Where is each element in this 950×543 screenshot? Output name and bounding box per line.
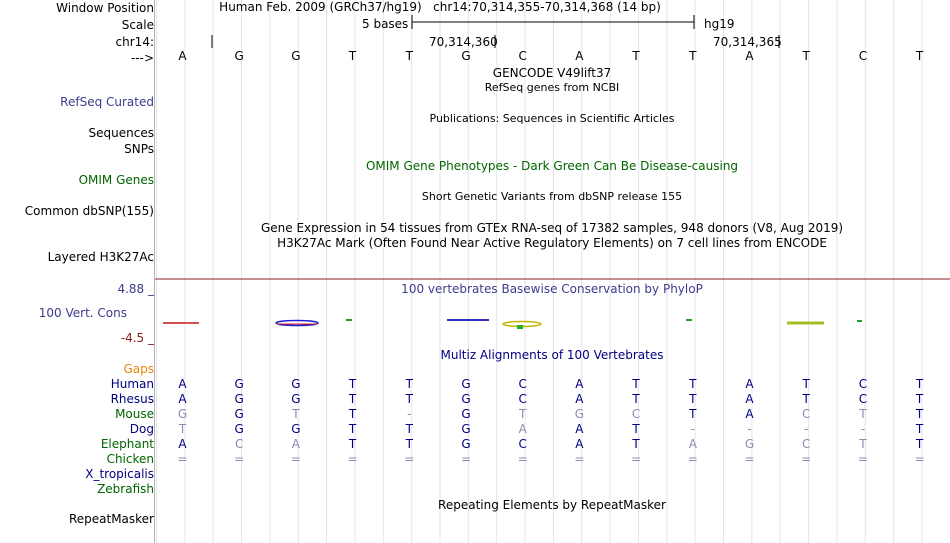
species-label[interactable]: Chicken	[106, 452, 154, 466]
aligned-base: A	[178, 437, 187, 451]
aligned-base: T	[632, 422, 640, 436]
aligned-base: =	[574, 452, 585, 466]
reference-base: T	[405, 49, 413, 63]
aligned-base: C	[518, 437, 527, 451]
reference-base: C	[518, 49, 527, 63]
repeatmasker-track-title[interactable]: Repeating Elements by RepeatMasker	[438, 498, 666, 512]
aligned-base: =	[177, 452, 188, 466]
aligned-base: G	[291, 392, 301, 406]
aligned-base: G	[234, 392, 244, 406]
conservation-max-label: 4.88 _	[117, 282, 154, 296]
wiggle-segment-7	[517, 325, 523, 329]
reference-base: T	[689, 49, 697, 63]
aligned-base: A	[688, 437, 697, 451]
reference-base: G	[291, 49, 301, 63]
aligned-base: G	[744, 437, 755, 451]
aligned-base: G	[461, 407, 471, 421]
aligned-base: -	[804, 422, 809, 436]
aligned-base: G	[461, 422, 471, 436]
aligned-base: -	[747, 422, 752, 436]
species-label[interactable]: Elephant	[100, 437, 154, 451]
aligned-base: T	[915, 377, 924, 391]
aligned-base: =	[404, 452, 415, 466]
reference-base: G	[234, 49, 244, 63]
gtex-track-title[interactable]: Gene Expression in 54 tissues from GTEx RNA-seq of 17382 samples, 948 donors (V8, Aug 2019)	[260, 221, 844, 235]
aligned-base: T	[348, 422, 357, 436]
reference-base: T	[632, 49, 640, 63]
aligned-base: T	[405, 377, 413, 391]
gaps-label[interactable]: Gaps	[123, 362, 154, 376]
dbsnp-track-title[interactable]: Short Genetic Variants from dbSNP release 155	[421, 190, 683, 203]
aligned-base: =	[234, 452, 245, 466]
refseq-curated-label[interactable]: RefSeq Curated	[60, 95, 154, 109]
publications-track-title[interactable]: Publications: Sequences in Scientific Articles	[429, 112, 675, 125]
aligned-base: =	[290, 452, 301, 466]
aligned-base: T	[178, 422, 187, 436]
repeatmasker-label[interactable]: RepeatMasker	[68, 512, 154, 526]
aligned-base: C	[518, 377, 527, 391]
reference-base: A	[178, 49, 187, 63]
aligned-base: T	[348, 437, 357, 451]
scale-text: 5 bases	[362, 17, 409, 31]
conservation-track-label[interactable]: 100 Vert. Cons	[38, 306, 127, 320]
aligned-base: T	[348, 407, 357, 421]
aligned-base: T	[689, 377, 697, 391]
reference-base: C	[858, 49, 868, 63]
aligned-base: C	[234, 437, 244, 451]
aligned-base: T	[632, 377, 640, 391]
aligned-base: C	[858, 392, 868, 406]
aligned-base: A	[291, 437, 300, 451]
aligned-base: C	[518, 392, 527, 406]
species-label[interactable]: X_tropicalis	[85, 467, 154, 481]
aligned-base: A	[178, 392, 187, 406]
aligned-base: T	[689, 392, 697, 406]
aligned-base: G	[461, 437, 471, 451]
aligned-base: T	[348, 392, 357, 406]
refseq-track-title[interactable]: RefSeq genes from NCBI	[484, 81, 620, 94]
aligned-base: C	[801, 437, 811, 451]
aligned-base: T	[348, 377, 357, 391]
aligned-base: T	[689, 407, 697, 421]
species-label[interactable]: Dog	[129, 422, 154, 436]
aligned-base: T	[292, 407, 300, 421]
track-labels-column	[0, 0, 154, 543]
aligned-base: A	[745, 407, 754, 421]
omim-genes-label[interactable]: OMIM Genes	[78, 173, 154, 187]
aligned-base: C	[801, 407, 811, 421]
aligned-base: A	[575, 437, 584, 451]
window-position-text	[219, 0, 661, 14]
window-position-label: Window Position	[56, 1, 154, 15]
aligned-base: -	[690, 422, 695, 436]
aligned-base: =	[517, 452, 528, 466]
reference-base: T	[802, 49, 810, 63]
conservation-min-label: -4.5 _	[120, 331, 154, 345]
aligned-base: =	[631, 452, 642, 466]
scale-db: hg19	[704, 17, 735, 31]
aligned-base: A	[745, 392, 754, 406]
chromosome-label[interactable]: chr14:	[115, 35, 154, 49]
aligned-base: =	[857, 452, 868, 466]
aligned-base: -	[860, 422, 866, 436]
aligned-base: G	[177, 407, 188, 421]
coordinate-label-1: 70,314,360	[429, 35, 498, 49]
strand-label[interactable]: --->	[130, 51, 154, 65]
aligned-base: =	[744, 452, 755, 466]
sequences-label[interactable]: Sequences	[88, 126, 154, 140]
phylop-track-title[interactable]: 100 vertebrates Basewise Conservation by PhyloP	[401, 282, 703, 296]
aligned-base: T	[802, 377, 810, 391]
aligned-base: A	[575, 377, 584, 391]
wiggle-segment-2	[276, 321, 318, 326]
scale-label[interactable]: Scale	[121, 18, 154, 32]
aligned-base: A	[518, 422, 527, 436]
aligned-base: G	[574, 407, 585, 421]
tracks-area[interactable]	[155, 0, 950, 543]
aligned-base: G	[291, 422, 301, 436]
aligned-base: G	[291, 377, 301, 391]
aligned-base: G	[461, 392, 471, 406]
reference-base: G	[461, 49, 471, 63]
aligned-base: T	[915, 392, 924, 406]
species-label[interactable]: Human	[110, 377, 154, 391]
aligned-base: T	[915, 437, 924, 451]
layered-h3k27ac-label[interactable]: Layered H3K27Ac	[47, 250, 154, 264]
aligned-base: -	[407, 407, 412, 421]
aligned-base: T	[405, 392, 413, 406]
aligned-base: =	[460, 452, 472, 466]
species-label[interactable]: Rhesus	[110, 392, 154, 406]
aligned-base: A	[178, 377, 187, 391]
aligned-base: =	[687, 452, 698, 466]
aligned-base: G	[234, 422, 244, 436]
aligned-base: T	[405, 422, 413, 436]
aligned-base: T	[915, 422, 924, 436]
aligned-base: T	[632, 392, 640, 406]
reference-base: A	[575, 49, 584, 63]
position-range: chr14:70,314,355-70,314,368 (14 bp)	[433, 0, 661, 14]
aligned-base: C	[631, 407, 641, 421]
aligned-base: A	[575, 422, 584, 436]
aligned-base: A	[575, 392, 584, 406]
aligned-base: T	[915, 407, 924, 421]
common-dbsnp-label[interactable]: Common dbSNP(155)	[24, 204, 154, 218]
aligned-base: T	[802, 392, 810, 406]
aligned-base: =	[801, 452, 812, 466]
aligned-base: G	[461, 377, 471, 391]
aligned-base: T	[405, 437, 413, 451]
assembly-name: Human Feb. 2009 (GRCh37/hg19)	[219, 0, 422, 14]
snps-label[interactable]: SNPs	[124, 142, 154, 156]
coordinate-label-2: 70,314,365	[713, 35, 782, 49]
conservation-wiggle	[163, 320, 862, 329]
reference-base: A	[745, 49, 754, 63]
aligned-base: G	[234, 407, 244, 421]
aligned-base: C	[858, 377, 868, 391]
reference-base: T	[915, 49, 924, 63]
reference-base: T	[348, 49, 357, 63]
aligned-base: =	[914, 452, 925, 466]
multiz-track-title[interactable]: Multiz Alignments of 100 Vertebrates	[440, 348, 664, 362]
aligned-base: =	[347, 452, 358, 466]
species-label[interactable]: Mouse	[115, 407, 154, 421]
gencode-track-title[interactable]: GENCODE V49lift37	[492, 66, 612, 80]
omim-track-title[interactable]: OMIM Gene Phenotypes - Dark Green Can Be Disease-causing	[365, 159, 739, 173]
aligned-base: T	[859, 407, 867, 421]
aligned-base: T	[859, 437, 867, 451]
aligned-base: T	[519, 407, 527, 421]
aligned-base: G	[234, 377, 244, 391]
aligned-base: A	[745, 377, 754, 391]
aligned-base: T	[632, 437, 640, 451]
species-label[interactable]: Zebrafish	[97, 482, 154, 496]
h3k27ac-track-title[interactable]: H3K27Ac Mark (Often Found Near Active Regulatory Elements) on 7 cell lines from ENCODE	[277, 236, 827, 250]
